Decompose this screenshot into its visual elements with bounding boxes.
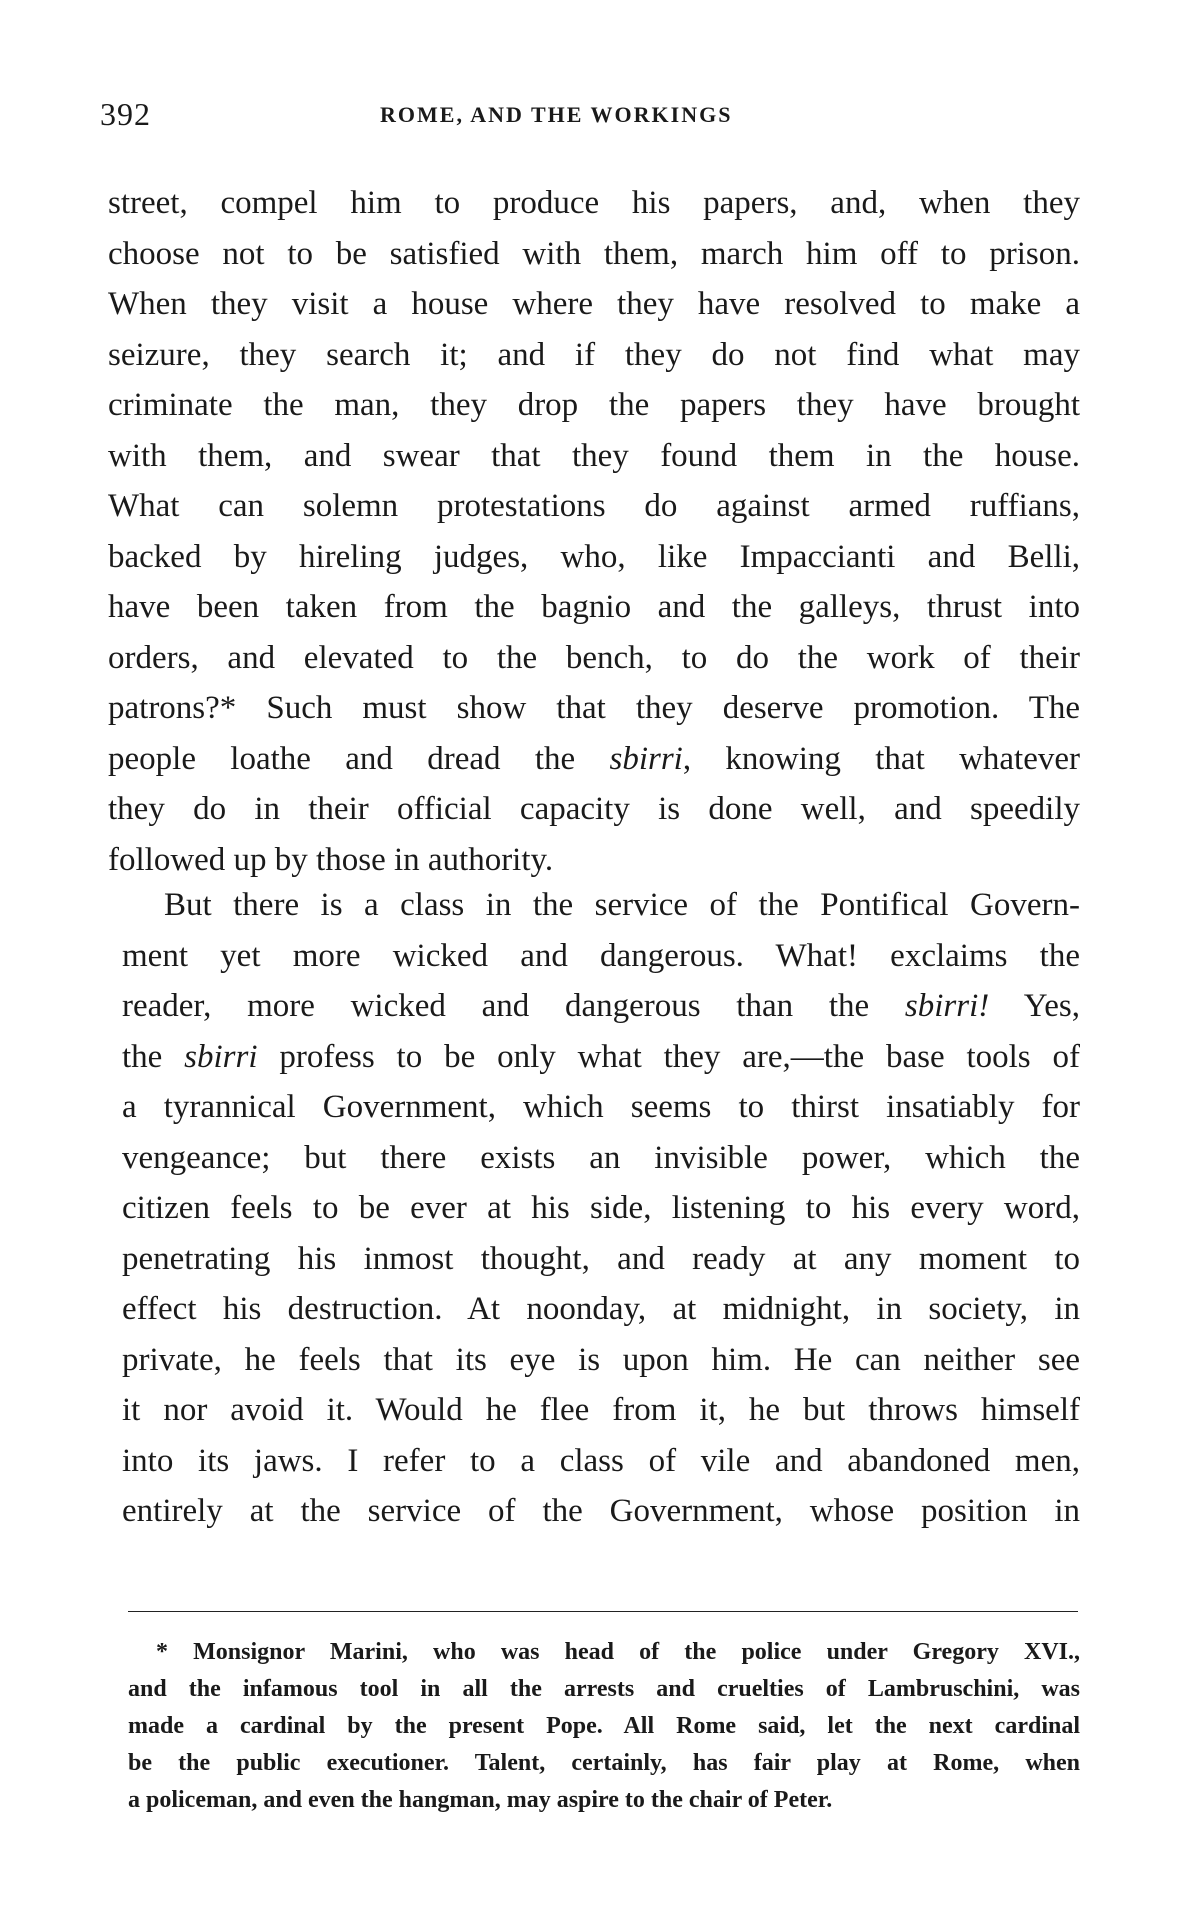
text-line: have been taken from the bagnio and the galleys, thrust into: [108, 589, 1080, 625]
text-line: they do in their official capacity is done well, and speedily: [108, 791, 1080, 827]
text-run: , knowing that whatever: [682, 740, 1081, 777]
paragraph-1: [108, 178, 1080, 885]
text-line: citizen feels to be ever at his side, listening to his every word,: [122, 1190, 1080, 1226]
text-run: people loathe and dread the: [108, 740, 610, 777]
italic-term: sbirri: [184, 1038, 258, 1075]
page-number: 392: [100, 96, 151, 132]
text-line-mixed: [122, 981, 1080, 1032]
footnote: [128, 1634, 1080, 1819]
footnote-line: made a cardinal by the present Pope. All Rome said, let the next cardinal: [128, 1713, 1080, 1739]
text-line: backed by hireling judges, who, like Impaccianti and Belli,: [108, 538, 1080, 575]
text-line: it nor avoid it. Would he flee from it, he but throws himself: [122, 1392, 1080, 1428]
text-line: ment yet more wicked and dangerous. What! exclaims the: [122, 937, 1080, 974]
text-line: seizure, they search it; and if they do not find what may: [108, 336, 1080, 373]
running-head: [100, 96, 1100, 136]
text-line: street, compel him to produce his papers, and, when they: [108, 185, 1080, 221]
footnote-line: * Monsignor Marini, who was head of the police under Gregory XVI.,: [156, 1639, 1080, 1665]
footnote-line: and the infamous tool in all the arrests and cruelties of Lambruschini, was: [128, 1676, 1080, 1702]
text-line-mixed: [122, 1032, 1080, 1083]
text-line: choose not to be satisfied with them, march him off to prison.: [108, 235, 1080, 272]
text-line: effect his destruction. At noonday, at midnight, in society, in: [122, 1291, 1080, 1327]
text-line: into its jaws. I refer to a class of vile and abandoned men,: [122, 1442, 1080, 1479]
text-run: the: [122, 1038, 185, 1075]
text-line: But there is a class in the service of the Pontifical Govern-: [164, 887, 1080, 923]
footnote-rule: [128, 1611, 1078, 1612]
text-line: entirely at the service of the Government, whose position in: [122, 1493, 1080, 1529]
text-run: Yes,: [989, 988, 1080, 1024]
italic-term: sbirri: [609, 740, 683, 777]
text-line: penetrating his inmost thought, and ready at any moment to: [122, 1240, 1080, 1277]
text-run: profess to be only what they are,—the base tools of: [257, 1038, 1080, 1075]
text-line-mixed: [108, 734, 1080, 785]
text-line: a tyrannical Government, which seems to thirst insatiably for: [122, 1089, 1080, 1125]
footnote-line: a policeman, and even the hangman, may aspire to the chair of Peter.: [128, 1787, 833, 1813]
text-line: vengeance; but there exists an invisible power, which the: [122, 1139, 1080, 1176]
text-line: with them, and swear that they found them in the house.: [108, 437, 1080, 474]
italic-term: sbirri!: [904, 988, 990, 1024]
text-run: reader, more wicked and dangerous than the: [122, 988, 905, 1024]
text-line: followed up by those in authority.: [108, 841, 554, 878]
text-line: patrons?* Such must show that they deserve promotion. The: [108, 690, 1080, 726]
running-title: ROME, AND THE WORKINGS: [380, 102, 733, 127]
text-line: What can solemn protestations do against armed ruffians,: [108, 488, 1080, 524]
text-line: When they visit a house where they have resolved to make a: [108, 286, 1080, 322]
footnote-line: be the public executioner. Talent, certainly, has fair play at Rome, when: [128, 1750, 1080, 1776]
text-line: private, he feels that its eye is upon him. He can neither see: [122, 1341, 1080, 1378]
paragraph-2: [122, 880, 1080, 1537]
text-line: criminate the man, they drop the papers they have brought: [108, 387, 1080, 423]
text-line: orders, and elevated to the bench, to do the work of their: [108, 639, 1080, 676]
